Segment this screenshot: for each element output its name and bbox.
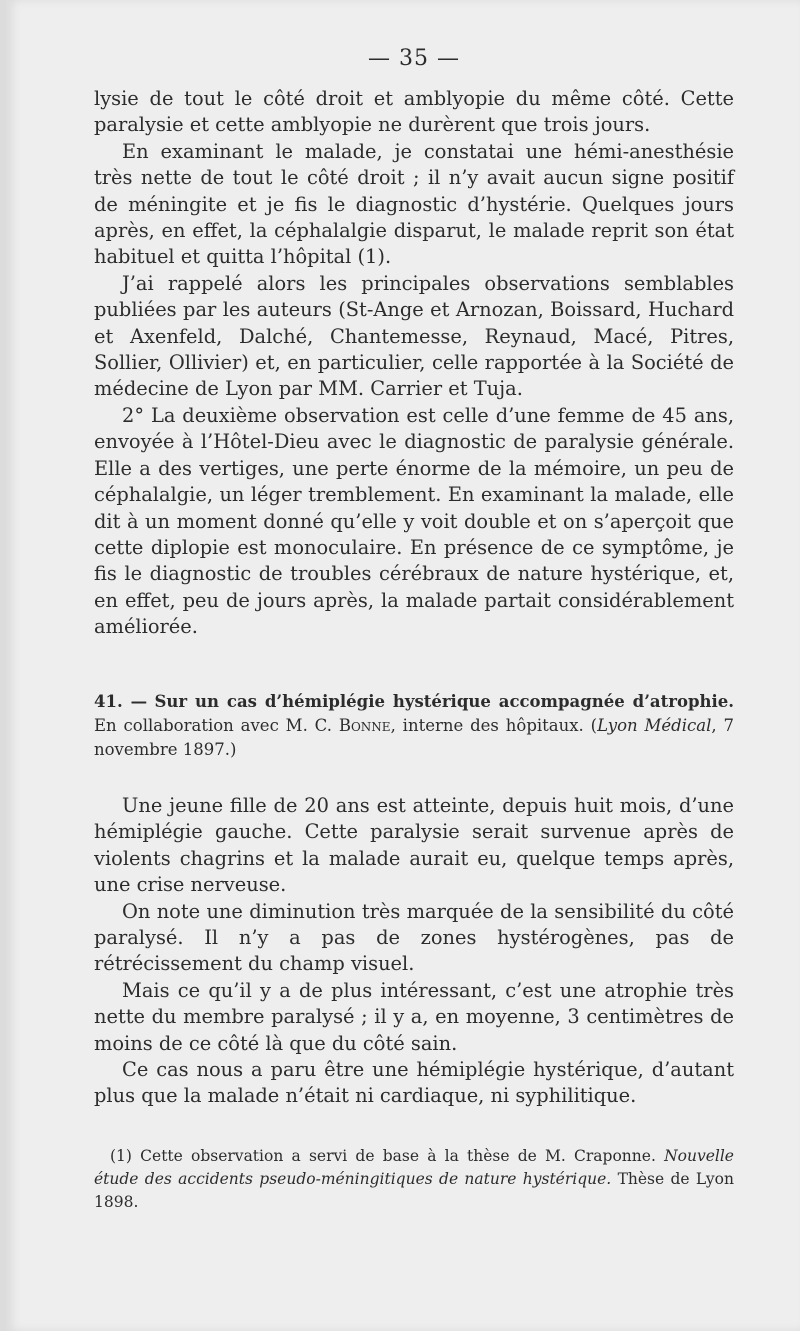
footnote-1 — [94, 1145, 734, 1214]
text-block-case — [94, 793, 734, 1110]
paragraph-first-observation: En examinant le malade, je constatai une hémi-anesthésie très nette de tout le côté droit ; il n’y avait aucun signe positif de méningite et je fis le diagnostic d’hystérie. Quelques jours après, en effet, la céphalalgie disparut, le malade reprit son état habituel et quitta l’hôpital (1). — [94, 139, 734, 269]
section-collab-prefix: En collaboration avec M. C. — [94, 716, 332, 735]
section-date: , 7 novembre 1897.) — [94, 716, 734, 759]
section-number: 41. — — [94, 692, 148, 711]
paragraph-references: J’ai rappelé alors les principales observations semblables publiées par les auteurs (St-Ange et Arnozan, Boissard, Huchard et Axenfeld, Dalché, Chantemesse, Reynaud, Macé, Pitres, Sollier, Ollivier) et, en particulier, celle rapportée à la Société de médecine de Lyon par MM. Carrier et Tuja. — [94, 271, 734, 401]
book-page — [6, 0, 800, 1331]
text-block-observations — [94, 86, 734, 641]
section-collab-name: Bonne — [338, 716, 391, 735]
section-journal: Lyon Médical — [597, 716, 712, 735]
section-title: Sur un cas d’hémiplégie hystérique accompagnée d’atrophie. — [154, 692, 734, 711]
paragraph-case-atrophy: Mais ce qu’il y a de plus intéressant, c’est une atrophie très nette du membre paralysé ; il y a, en moyenne, 3 centimètres de moins de ce côté là que du côté sain. — [94, 978, 734, 1055]
paragraph-continuation: lysie de tout le côté droit et amblyopie du même côté. Cette paralysie et cette amblyopie ne durèrent que trois jours. — [94, 87, 734, 137]
footnote-prefix: (1) Cette observation a servi de base à la thèse de M. Craponne. — [110, 1147, 656, 1165]
footnote-title: Nouvelle étude des accidents pseudo-méningitiques de nature hystérique. — [94, 1147, 734, 1188]
footnote-suffix: Thèse de Lyon 1898. — [94, 1170, 734, 1211]
paragraph-case-sensibility: On note une diminution très marquée de la sensibilité du côté paralysé. Il n’y a pas de zones hystérogènes, pas de rétrécissement du champ visuel. — [94, 899, 734, 976]
paragraph-case-conclusion: Ce cas nous a paru être une hémiplégie hystérique, d’autant plus que la malade n’était ni cardiaque, ni syphilitique. — [94, 1058, 734, 1108]
section-collab-suffix: , interne des hôpitaux. ( — [390, 716, 598, 735]
paragraph-second-observation: 2° La deuxième observation est celle d’une femme de 45 ans, envoyée à l’Hôtel-Dieu avec le diagnostic de paralysie générale. Elle a des vertiges, une perte énorme de la mémoire, un peu de céphalalgie, un léger tremblement. En examinant la malade, elle dit à un moment donné qu’elle y voit double et on s’aperçoit que cette diplopie est monoculaire. En présence de ce symptôme, je fis le diagnostic de troubles cérébraux de nature hystérique, et, en effet, peu de jours après, la malade partait considérablement améliorée. — [94, 403, 734, 639]
page-number: — 35 — — [368, 46, 460, 71]
section-heading — [94, 690, 734, 762]
paragraph-case-intro: Une jeune fille de 20 ans est atteinte, depuis huit mois, d’une hémiplégie gauche. Cette paralysie serait survenue après de violents chagrins et la malade aurait eu, quelque temps après, une crise nerveuse. — [94, 794, 734, 897]
footnotes — [94, 1145, 734, 1214]
